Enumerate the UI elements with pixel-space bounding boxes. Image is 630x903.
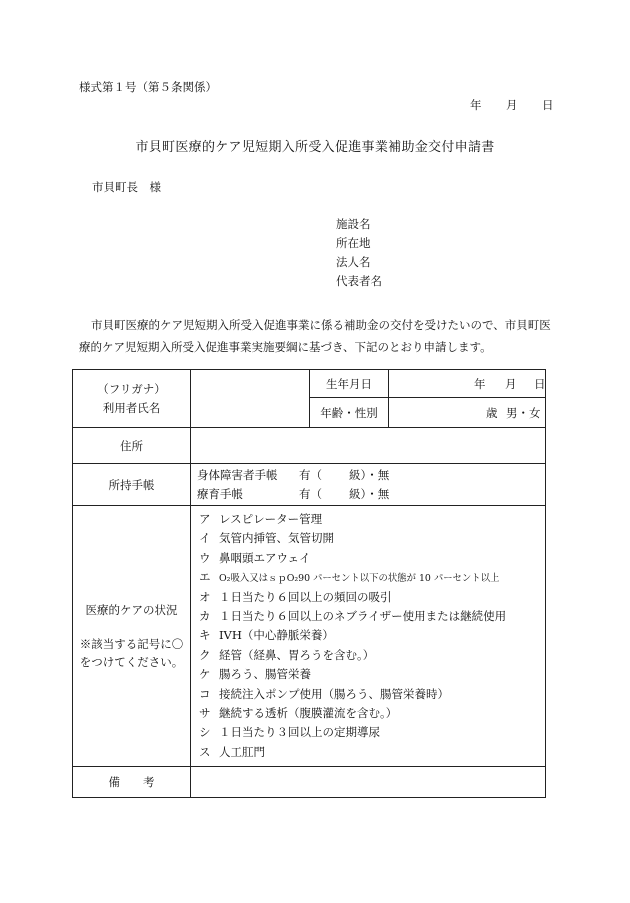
handbook-row-rehab bbox=[197, 485, 545, 504]
care-item[interactable]: ケ 腸ろう、腸管栄養 bbox=[199, 667, 311, 682]
date-day-label: 日 bbox=[542, 98, 554, 112]
birth-year-label: 年 bbox=[474, 376, 486, 391]
representative-label: 代表者名 bbox=[336, 274, 382, 288]
care-item[interactable]: エ O₂吸入又はｓｐO₂90 パーセント以下の状態が 10 パーセント以上 bbox=[199, 570, 500, 585]
care-item[interactable]: シ １日当たり３回以上の定期導尿 bbox=[199, 725, 380, 740]
birth-date-field[interactable] bbox=[389, 370, 546, 398]
application-statement: 市貝町医療的ケア児短期入所受入促進事業に係る補助金の交付を受けたいので、市貝町医療的ケア児短期入所受入促進事業実施要綱に基づき、下記のとおり申請します。 bbox=[79, 318, 551, 354]
handbook-field[interactable] bbox=[191, 464, 546, 506]
age-gender-label: 年齢・性別 bbox=[310, 398, 389, 428]
address-label: 住所 bbox=[73, 428, 191, 464]
remarks-field[interactable] bbox=[191, 767, 546, 798]
age-gender-field[interactable] bbox=[389, 398, 546, 428]
care-item[interactable]: キ IVH（中心静脈栄養） bbox=[199, 628, 334, 643]
care-item[interactable]: オ １日当たり６回以上の頻回の吸引 bbox=[199, 589, 392, 604]
form-number: 様式第１号（第５条関係） bbox=[79, 80, 217, 94]
care-item[interactable]: ウ 鼻咽頭エアウェイ bbox=[199, 550, 311, 565]
user-name-label-cell bbox=[73, 370, 191, 428]
handbook-rehab-has: 有（ bbox=[299, 486, 322, 501]
remarks-label: 備 考 bbox=[73, 767, 191, 798]
handbook-row-physical bbox=[197, 466, 545, 485]
birth-day-label: 日 bbox=[534, 376, 546, 391]
furigana-label: （フリガナ） bbox=[97, 381, 166, 396]
medical-care-label: 医療的ケアの状況 bbox=[85, 603, 178, 618]
care-item[interactable]: ク 経管（経鼻、胃ろうを含む。） bbox=[199, 647, 375, 662]
care-item[interactable]: コ 接続注入ポンプ使用（腸ろう、腸管栄養時） bbox=[199, 686, 449, 701]
care-item[interactable]: サ 継続する透析（腹膜灌流を含む。） bbox=[199, 705, 398, 720]
medical-care-list bbox=[191, 506, 546, 767]
handbook-rehab-name: 療育手帳 bbox=[197, 486, 243, 501]
handbook-physical-name: 身体障害者手帳 bbox=[197, 467, 278, 482]
handbook-rehab-grade: 級）・無 bbox=[349, 486, 390, 501]
medical-care-note-1: ※該当する記号に〇 bbox=[79, 637, 184, 652]
addressee: 市貝町長 様 bbox=[92, 180, 161, 194]
medical-care-note-2: をつけてください。 bbox=[79, 655, 184, 670]
date-year-label: 年 bbox=[470, 98, 482, 112]
age-unit-label: 歳 bbox=[486, 405, 498, 420]
location-label: 所在地 bbox=[336, 236, 371, 250]
care-item[interactable]: イ 気管内挿管、気管切開 bbox=[199, 531, 334, 546]
handbook-physical-has: 有（ bbox=[299, 467, 322, 482]
address-field[interactable] bbox=[191, 428, 546, 464]
medical-care-label-cell bbox=[73, 506, 191, 767]
birth-month-label: 月 bbox=[505, 376, 517, 391]
care-item[interactable]: ア レスピレーター管理 bbox=[199, 512, 323, 526]
handbook-label: 所持手帳 bbox=[73, 464, 191, 506]
gender-options: 男・女 bbox=[506, 405, 541, 420]
birth-date-label: 生年月日 bbox=[310, 370, 389, 398]
handbook-physical-grade: 級）・無 bbox=[349, 467, 390, 482]
corporation-name-label: 法人名 bbox=[336, 255, 371, 269]
date-month-label: 月 bbox=[506, 98, 518, 112]
user-name-field[interactable] bbox=[191, 370, 310, 428]
application-table bbox=[72, 369, 546, 798]
page-title: 市貝町医療的ケア児短期入所受入促進事業補助金交付申請書 bbox=[135, 140, 495, 155]
facility-name-label: 施設名 bbox=[336, 217, 371, 231]
user-name-label: 利用者氏名 bbox=[102, 400, 161, 415]
care-item[interactable]: カ １日当たり６回以上のネブライザー使用または継続使用 bbox=[199, 608, 507, 623]
care-item[interactable]: ス 人工肛門 bbox=[199, 744, 265, 759]
